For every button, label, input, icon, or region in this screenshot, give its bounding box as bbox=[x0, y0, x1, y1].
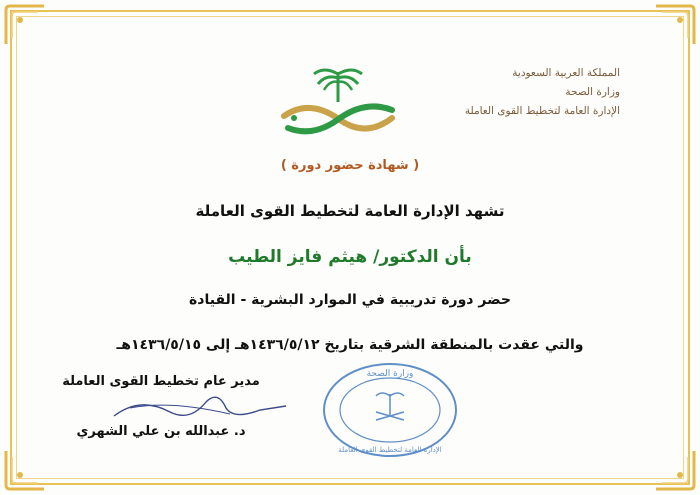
ministry-logo-icon bbox=[280, 62, 396, 144]
stamp-bottom-text: الإدارة العامة لتخطيط القوى العاملة bbox=[338, 446, 442, 454]
handwritten-signature-icon bbox=[110, 386, 290, 426]
ministry-name: وزارة الصحة bbox=[565, 86, 620, 98]
corner-ornament-icon bbox=[652, 2, 698, 48]
certificate-title: ( شهادة حضور دورة ) bbox=[280, 158, 420, 173]
certifying-statement: تشهد الإدارة العامة لتخطيط القوى العاملة bbox=[195, 202, 505, 220]
signatory-title: مدير عام تخطيط القوى العاملة bbox=[62, 374, 260, 389]
department-name: الإدارة العامة لتخطيط القوى العاملة bbox=[464, 105, 620, 117]
stamp-top-text: وزارة الصحة bbox=[366, 369, 414, 379]
recipient-name: بأن الدكتور/ هيثم فايز الطيب bbox=[228, 247, 472, 267]
corner-ornament-icon bbox=[2, 2, 48, 48]
course-dates: والتي عقدت بالمنطقة الشرقية بتاريخ ١٤٣٦/٥/١٢هـ إلى ١٤٣٦/٥/١٥هـ bbox=[116, 337, 584, 353]
country-name: المملكة العربية السعودية bbox=[512, 67, 620, 79]
corner-ornament-icon bbox=[652, 447, 698, 493]
issuer-header bbox=[420, 64, 620, 121]
official-stamp-icon bbox=[320, 360, 460, 460]
signatory-name: د. عبدالله بن علي الشهري bbox=[76, 424, 246, 439]
corner-ornament-icon bbox=[2, 447, 48, 493]
course-description: حضر دورة تدريبية في الموارد البشرية - القيادة bbox=[189, 292, 511, 308]
